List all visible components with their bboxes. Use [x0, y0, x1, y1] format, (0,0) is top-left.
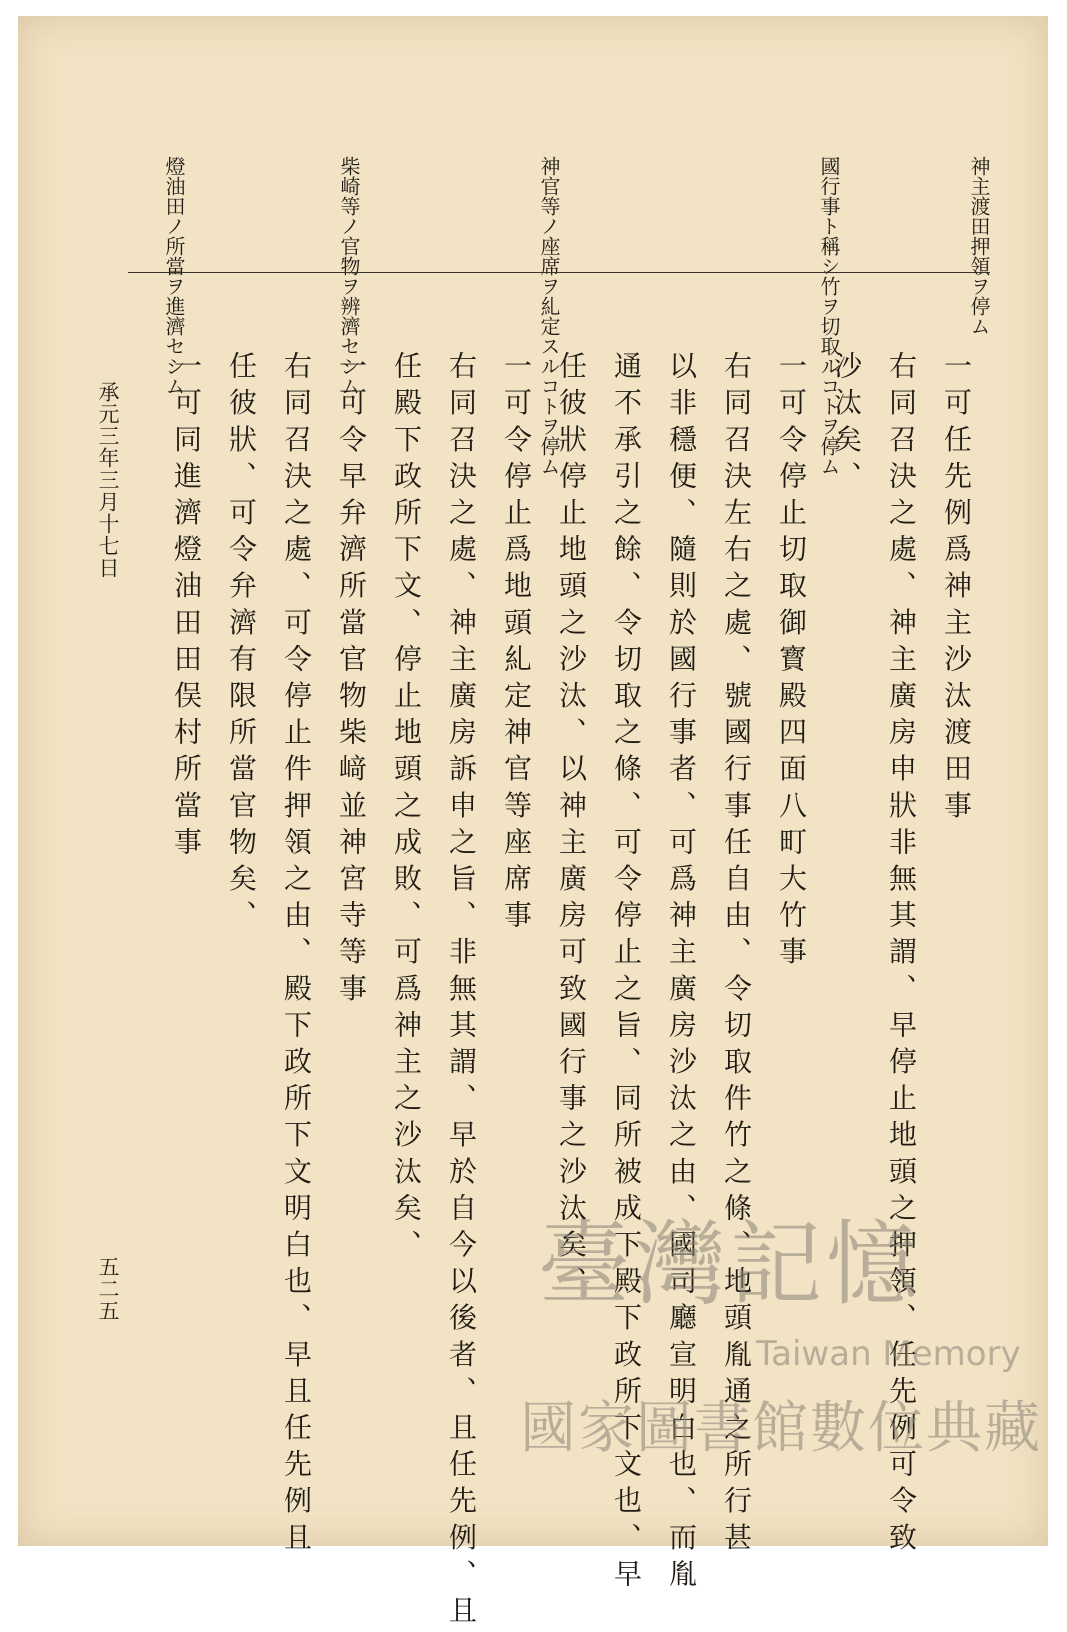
text-column: 任彼狀、可令弁濟有限所當官物矣、 — [225, 351, 258, 937]
text-column: 沙汰矣、 — [830, 351, 863, 498]
document-date: 承元三年三月十七日 — [96, 381, 120, 579]
text-column: 右同召決之處、可令停止件押領之由、殿下政所下文明白也、早且任先例且 — [280, 351, 313, 1559]
gloss-note: 燈油田ノ所當ヲ進濟セシム — [162, 156, 186, 396]
text-column: 一可令早弁濟所當官物柴﨑並神宮寺等事 — [335, 351, 368, 1010]
document-page — [18, 16, 1048, 1632]
text-column: 以非穩便、隨則於國行事者、可爲神主廣房沙汰之由、國司廳宣明白也、而胤 — [665, 351, 698, 1596]
gloss-note: 神主渡田押領ヲ停ム — [967, 156, 991, 336]
watermark-title: 臺灣記憶 — [538, 1211, 923, 1318]
text-column: 一可令停止切取御寳殿四面八町大竹事 — [775, 351, 808, 974]
text-column: 右同召決之處、神主廣房訴申之旨、非無其謂、早於自今以後者、且任先例、且 — [445, 351, 478, 1632]
text-column: 一可令停止爲地頭糺定神官等座席事 — [500, 351, 533, 937]
gloss-note: 柴崎等ノ官物ヲ辨濟セシム — [337, 156, 361, 396]
text-column: 一可同進濟燈油田田俣村所當事 — [170, 351, 203, 864]
watermark-english: Taiwan Memory — [756, 1334, 1021, 1374]
page-number: 五二五 — [96, 1256, 120, 1322]
watermark-library: 國家圖書館數位典藏 — [520, 1396, 1042, 1461]
gloss-note: 國行事ト稱シ竹ヲ切取ルコトヲ停ム — [817, 156, 841, 476]
text-column: 通不承引之餘、令切取之條、可令停止之旨、同所被成下殿下政所下文也、早 — [610, 351, 643, 1596]
text-column: 右同召決之處、神主廣房申狀非無其謂、早停止地頭之押領、任先例可令致 — [885, 351, 918, 1559]
text-column: 一可任先例爲神主沙汰渡田事 — [940, 351, 973, 827]
text-column: 右同召決左右之處、號國行事任自由、令切取件竹之條、地頭胤通之所行甚 — [720, 351, 753, 1559]
gloss-note: 神官等ノ座席ヲ糺定スルコトヲ停ム — [537, 156, 561, 476]
header-rule — [128, 272, 990, 273]
text-column: 任彼狀停止地頭之沙汰、以神主廣房可致國行事之沙汰矣、 — [555, 351, 588, 1303]
text-column: 任殿下政所下文、停止地頭之成敗、可爲神主之沙汰矣、 — [390, 351, 423, 1266]
